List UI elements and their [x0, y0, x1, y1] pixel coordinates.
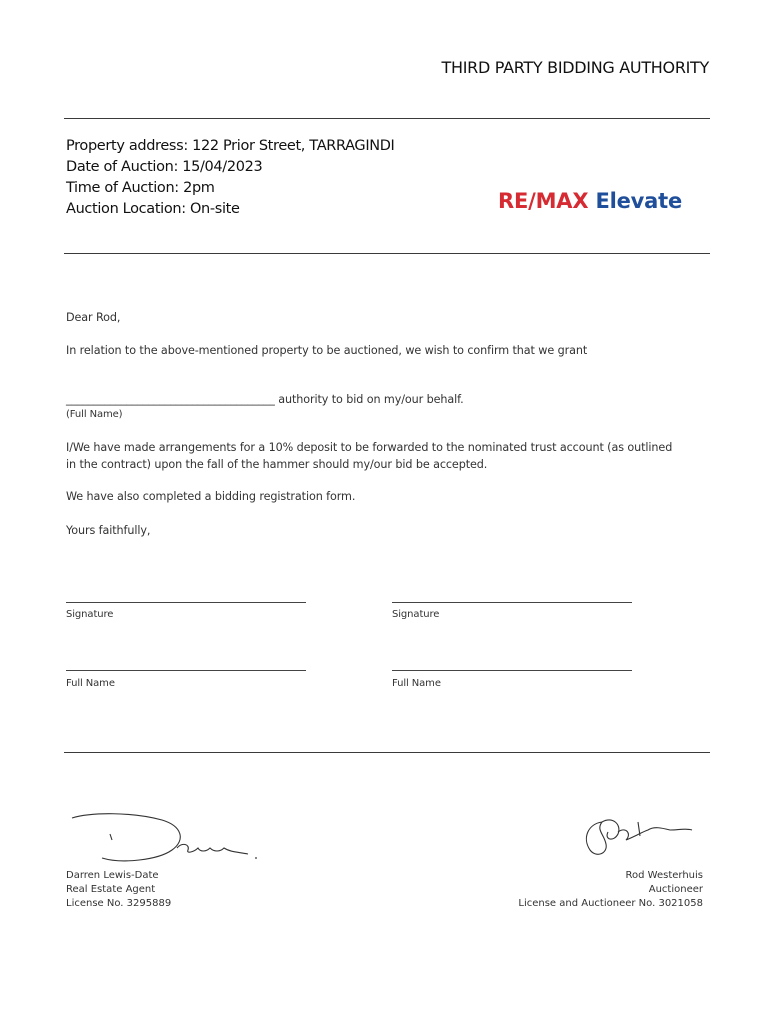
- auctioneer-role: Auctioneer: [648, 884, 703, 895]
- auctioneer-license: License and Auctioneer No. 3021058: [518, 898, 703, 909]
- header-divider: [64, 253, 710, 254]
- logo-elevate-text: Elevate: [595, 189, 682, 213]
- agent-role: Real Estate Agent: [66, 884, 156, 895]
- auctioneer-handwritten-signature: [578, 810, 698, 866]
- auction-date: Date of Auction: 15/04/2023: [66, 159, 263, 175]
- full-name-hint: (Full Name): [66, 409, 123, 420]
- deposit-text-line-2: in the contract) upon the fall of the hammer should my/our bid be accepted.: [66, 458, 488, 471]
- auctioneer-details: [518, 869, 703, 911]
- authority-line: ______________________________________ authority to bid on my/our behalf.: [66, 393, 464, 406]
- auctioneer-name: Rod Westerhuis: [625, 870, 703, 881]
- remax-elevate-logo: [498, 189, 682, 213]
- left-signature-label: Signature: [66, 609, 114, 620]
- right-signature-line: [392, 602, 632, 603]
- document-title: THIRD PARTY BIDDING AUTHORITY: [441, 58, 709, 77]
- right-name-line: [392, 670, 632, 671]
- left-name-label: Full Name: [66, 678, 115, 689]
- top-divider: [64, 118, 710, 119]
- auction-location: Auction Location: On-site: [66, 201, 240, 217]
- agent-handwritten-signature: [62, 808, 272, 870]
- footer-divider: [64, 752, 710, 753]
- intro-text: In relation to the above-mentioned property to be auctioned, we wish to confirm that we grant: [66, 344, 588, 357]
- property-address: Property address: 122 Prior Street, TARRAGINDI: [66, 138, 395, 154]
- agent-license: License No. 3295889: [66, 898, 172, 909]
- left-signature-line: [66, 602, 306, 603]
- right-name-label: Full Name: [392, 678, 441, 689]
- closing-text: Yours faithfully,: [66, 524, 151, 537]
- agent-details: [66, 869, 171, 911]
- auction-time: Time of Auction: 2pm: [66, 180, 215, 196]
- agent-name: Darren Lewis-Date: [66, 870, 159, 881]
- deposit-text-line-1: I/We have made arrangements for a 10% deposit to be forwarded to the nominated trust account (as outlined: [66, 441, 673, 454]
- logo-remax-text: RE/MAX: [498, 189, 589, 213]
- left-name-line: [66, 670, 306, 671]
- right-signature-label: Signature: [392, 609, 440, 620]
- salutation: Dear Rod,: [66, 311, 121, 324]
- registration-text: We have also completed a bidding registration form.: [66, 490, 356, 503]
